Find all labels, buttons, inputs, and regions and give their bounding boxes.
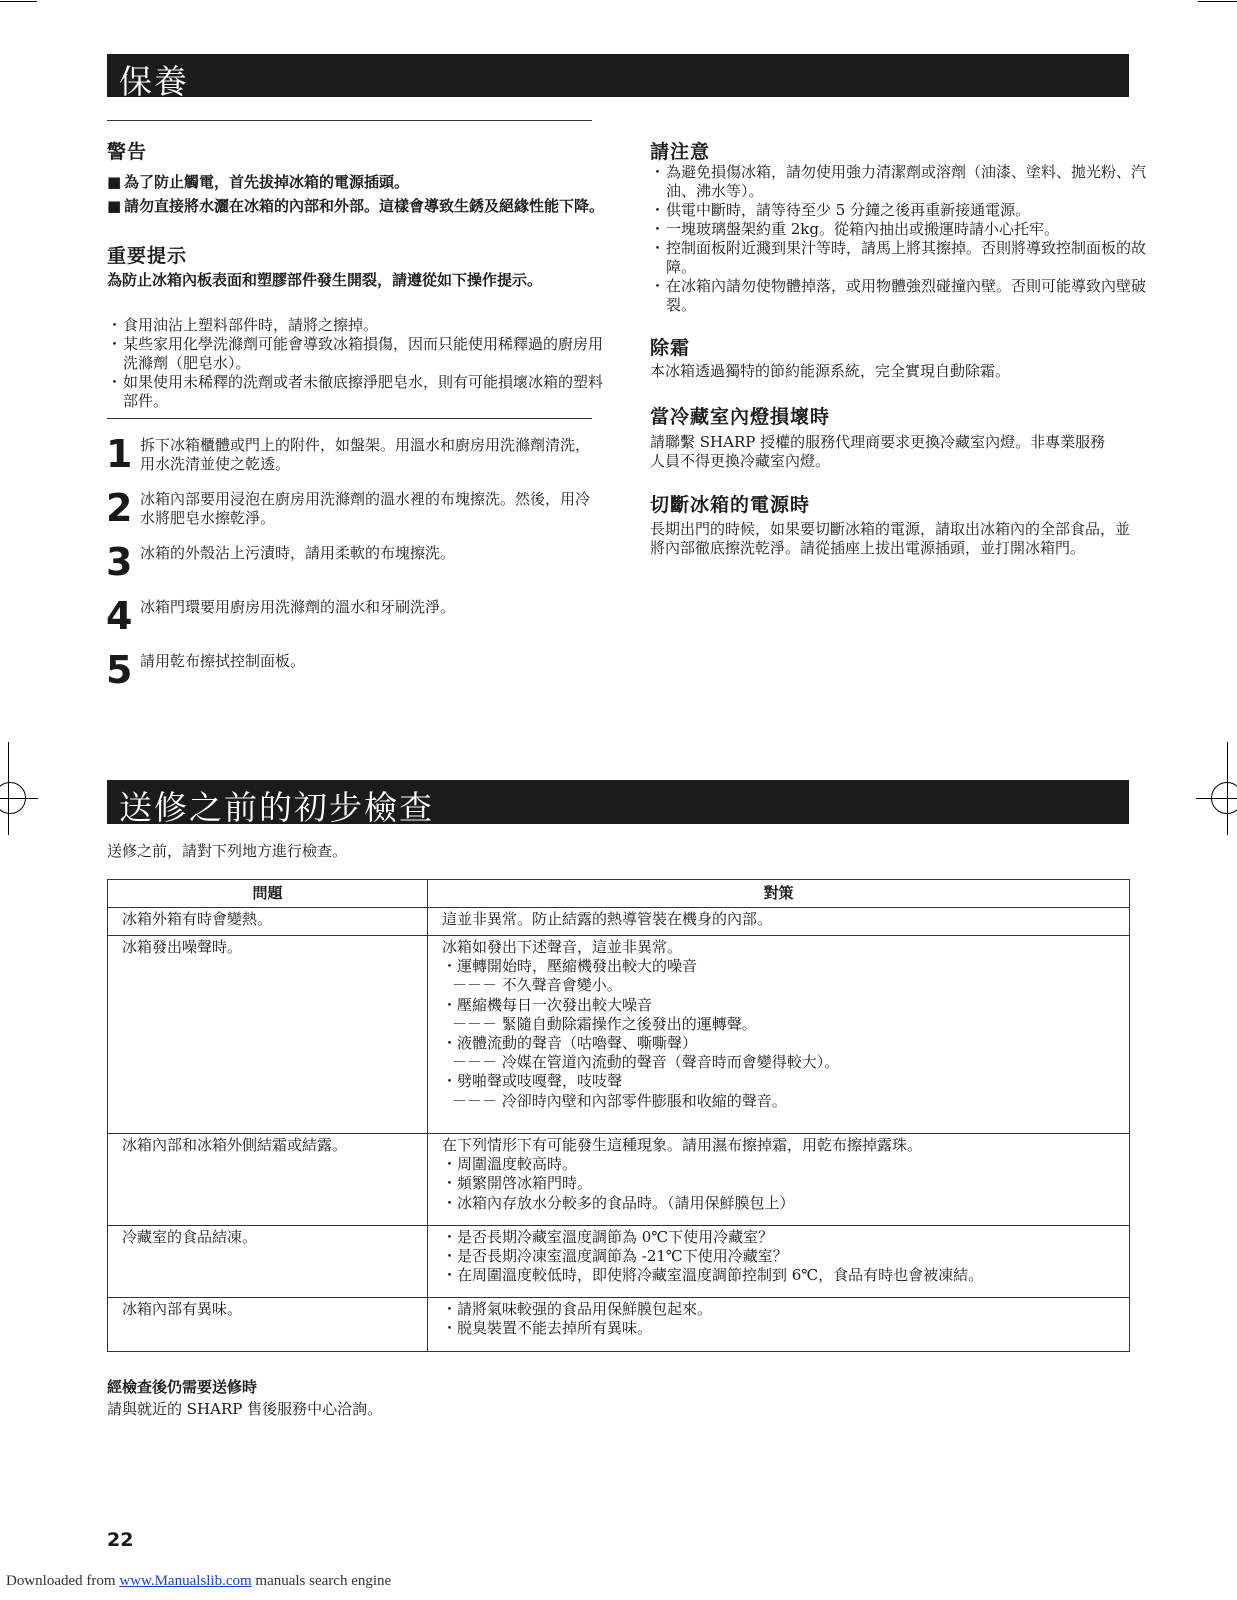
table-row (108, 1134, 1130, 1226)
section-title: 送修之前的初步檢查 (119, 788, 434, 827)
step-text: 冰箱內部要用浸泡在廚房用洗滌劑的溫水裡的布塊擦洗。然後，用冷水將肥皂水擦乾淨。 (140, 490, 591, 527)
crop-mark (0, 1, 37, 2)
footer-link[interactable]: www.Manualslib.com (119, 1573, 252, 1589)
solution-line: ・運轉開始時，壓縮機發出較大的噪音 (442, 957, 698, 976)
footer (6, 1573, 391, 1590)
warning-item: ■ 請勿直接將水灑在冰箱的內部和外部。這樣會導致生銹及絕緣性能下降。 (107, 197, 604, 216)
step-text: 拆下冰箱櫃體或門上的附件，如盤架。用溫水和廚房用洗滌劑清洗，用水洗清並使之乾透。 (140, 436, 591, 473)
solution-cell (428, 908, 1130, 936)
solution-cell (428, 936, 1130, 1134)
section-title: 保養 (119, 62, 189, 101)
step-number: 4 (106, 594, 133, 638)
solution-line: ・壓縮機每日一次發出較大噪音 (442, 995, 653, 1014)
intro-text: 送修之前，請對下列地方進行檢查。 (107, 842, 348, 860)
column-header: 對策 (428, 880, 1130, 908)
caution-item: ・ 為避免損傷冰箱，請勿使用強力清潔劑或溶劑（油漆、塗料、拋光粉、汽油、沸水等）。 (650, 163, 1146, 201)
solution-line: －－－ 冷媒在管道內流動的聲音（聲音時而會變得較大）。 (452, 1053, 840, 1072)
warning-heading: 警告 (107, 141, 148, 163)
step-number: 3 (106, 540, 133, 584)
troubleshooting-table (107, 879, 1130, 1352)
solution-line: ・冰箱內存放水分較多的食品時。（請用保鮮膜包上） (442, 1193, 795, 1212)
caution-item: ・ 在冰箱內請勿使物體掉落，或用物體強烈碰撞內壁。否則可能導致內壁破裂。 (650, 277, 1146, 315)
solution-line: ・周圍溫度較高時。 (442, 1155, 578, 1174)
important-lead: 為防止冰箱內板表面和塑膠部件發生開裂，請遵從如下操作提示。 (107, 271, 543, 289)
footer-prefix: Downloaded from (6, 1573, 120, 1589)
step-text: 冰箱的外殼沾上污漬時，請用柔軟的布塊擦洗。 (140, 544, 456, 562)
table-header-row (108, 880, 1130, 908)
lamp-heading: 當冷藏室內燈損壞時 (650, 406, 831, 428)
solution-line: ・頻繁開啓冰箱門時。 (442, 1174, 593, 1193)
solution-line: 這並非異常。防止結露的熱導管裝在機身的內部。 (442, 910, 773, 928)
solution-line: 冰箱如發出下述聲音，這並非異常。 (442, 938, 683, 956)
power-off-heading: 切斷冰箱的電源時 (650, 494, 811, 516)
solution-line: ・請將氣味較强的食品用保鮮膜包起來。 (442, 1300, 713, 1318)
footer-suffix: manuals search engine (251, 1573, 392, 1589)
defrost-text: 本冰箱透過獨特的節約能源系統，完全實現自動除霜。 (650, 362, 1011, 380)
divider (107, 120, 592, 121)
solution-cell (428, 1226, 1130, 1298)
registration-circle-icon (0, 782, 26, 814)
section-title-bar (107, 54, 1129, 101)
column-header: 問題 (108, 880, 428, 908)
solution-cell (428, 1298, 1130, 1352)
solution-line: －－－ 不久聲音會變小。 (452, 976, 622, 995)
important-item: ・ 某些家用化學洗滌劑可能會導致冰箱損傷，因而只能使用稀釋過的廚房用洗滌劑（肥皂水）。 (107, 335, 608, 373)
caution-heading: 請注意 (650, 141, 711, 163)
solution-line: －－－ 冷卻時內壁和內部零件膨脹和收縮的聲音。 (452, 1091, 787, 1110)
table-row (108, 1298, 1130, 1352)
solution-line: ・液體流動的聲音（咕嚕聲、嘶嘶聲） (442, 1034, 698, 1053)
solution-line: ・是否長期冷凍室溫度調節為 -21℃下使用冷藏室？ (442, 1247, 788, 1266)
registration-circle-icon (1211, 782, 1237, 814)
problem-cell: 冰箱內部和冰箱外側結霜或結露。 (108, 1134, 428, 1226)
problem-cell: 冷藏室的食品結凍。 (108, 1226, 428, 1298)
defrost-heading: 除霜 (650, 337, 691, 359)
step-text: 冰箱門環要用廚房用洗滌劑的溫水和牙刷洗淨。 (140, 598, 456, 616)
power-off-text: 長期出門的時候，如果要切斷冰箱的電源，請取出冰箱內的全部食品，並將內部徹底擦洗乾淨。請從插座上拔出電源插頭，並打開冰箱門。 (650, 520, 1131, 557)
table-row (108, 1226, 1130, 1298)
service-heading: 經檢查後仍需要送修時 (107, 1378, 258, 1396)
solution-line: ・是否長期冷藏室溫度調節為 0℃下使用冷藏室？ (442, 1228, 774, 1246)
step-number: 1 (106, 432, 133, 476)
important-item: ・ 如果使用未稀釋的洗劑或者未徹底擦淨肥皂水，則有可能損壞冰箱的塑料部件。 (107, 373, 608, 411)
problem-cell: 冰箱發出噪聲時。 (108, 936, 428, 1134)
solution-line: ・劈啪聲或吱嘎聲，吱吱聲 (442, 1072, 623, 1091)
solution-line: ・在周圍溫度較低時，即使將冷藏室溫度調節控制到 6℃，食品有時也會被凍結。 (442, 1266, 984, 1285)
solution-line: ・脱臭裝置不能去掉所有異味。 (442, 1319, 653, 1338)
important-heading: 重要提示 (107, 245, 188, 267)
important-item: ・ 食用油沾上塑料部件時，請將之擦掉。 (107, 316, 608, 335)
step-number: 2 (106, 486, 133, 530)
caution-item: ・ 控制面板附近濺到果汁等時，請馬上將其擦掉。否則將導致控制面板的故障。 (650, 239, 1146, 277)
solution-line: －－－ 緊隨自動除霜操作之後發出的運轉聲。 (452, 1014, 757, 1033)
solution-cell (428, 1134, 1130, 1226)
divider (107, 418, 592, 419)
lamp-text: 請聯繫 SHARP 授權的服務代理商要求更換冷藏室內燈。非專業服務人員不得更換冷藏室內燈。 (650, 433, 1106, 470)
section-title-bar (107, 780, 1129, 827)
table-row (108, 936, 1130, 1134)
crop-mark (1198, 1, 1237, 2)
service-text: 請與就近的 SHARP 售後服務中心洽詢。 (107, 1400, 383, 1418)
caution-item: ・ 一塊玻璃盤架約重 2kg。從箱內抽出或搬運時請小心托牢。 (650, 220, 1146, 239)
problem-cell: 冰箱外箱有時會變熱。 (108, 908, 428, 936)
warning-item: ■ 為了防止觸電，首先拔掉冰箱的電源插頭。 (107, 173, 609, 192)
solution-line: 在下列情形下有可能發生這種現象。請用濕布擦掉霜，用乾布擦掉露珠。 (442, 1136, 923, 1154)
table-row (108, 908, 1130, 936)
caution-item: ・ 供電中斷時，請等待至少 5 分鐘之後再重新接通電源。 (650, 201, 1146, 220)
page-number: 22 (107, 1529, 134, 1551)
problem-cell: 冰箱內部有異味。 (108, 1298, 428, 1352)
step-text: 請用乾布擦拭控制面板。 (140, 652, 306, 670)
step-number: 5 (106, 648, 133, 692)
